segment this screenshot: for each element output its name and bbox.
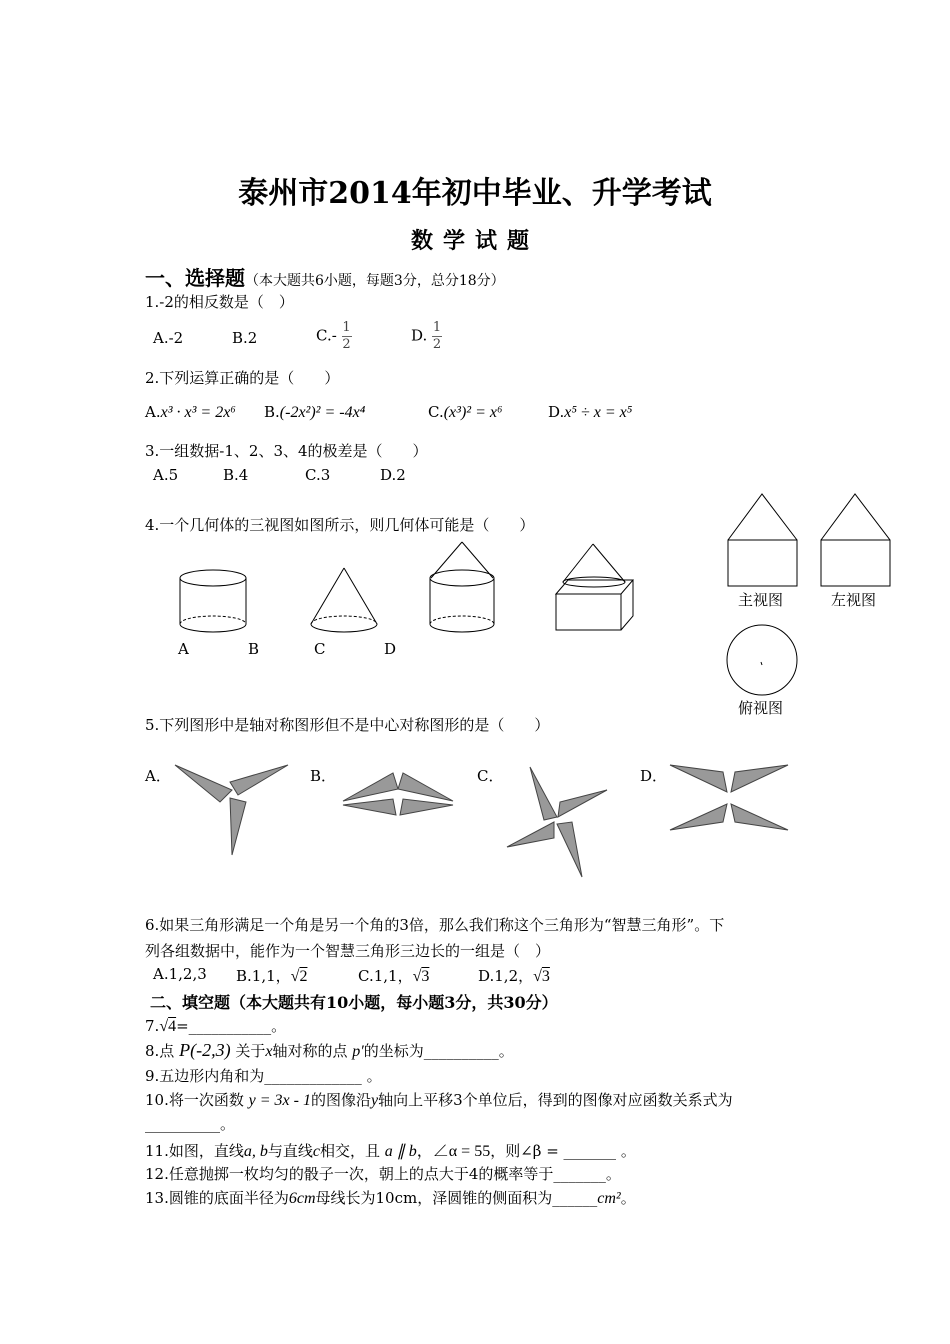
radicand: 4 xyxy=(168,1018,177,1035)
q13-suffix: 母线长为10cm，泽圆锥的侧面积为______ xyxy=(315,1189,598,1207)
q3-option-b: B.4 xyxy=(223,466,249,484)
question-3-stem: 3.一组数据-1、2、3、4的极差是（ ） xyxy=(145,442,428,460)
q1-option-c-fraction xyxy=(342,320,352,353)
q6-option-d xyxy=(478,965,550,986)
question-10 xyxy=(145,1089,733,1110)
page-subtitle: 数学试题 xyxy=(410,228,539,254)
shape-b-four-blades xyxy=(338,765,458,827)
q5-option-a: A． xyxy=(145,767,171,785)
front-view-figure xyxy=(725,492,805,588)
q2-option-a xyxy=(145,403,236,422)
fraction-denominator: 2 xyxy=(432,337,442,352)
q11-parallel: a ∥ b xyxy=(384,1143,417,1160)
q4-option-d: D xyxy=(384,640,397,658)
q8-axis-var: x xyxy=(265,1043,273,1060)
q2-option-a-expr: x³ · x³ = 2x⁶ xyxy=(160,404,236,421)
q1-option-b: B.2 xyxy=(232,329,258,347)
q1-option-c-label: C.- xyxy=(316,326,337,345)
q13-radius: 6cm xyxy=(288,1190,316,1207)
q6-option-b-radical: √2 xyxy=(290,968,308,985)
question-5-stem: 5.下列图形中是轴对称图形但不是中心对称图形的是（ ） xyxy=(145,716,550,734)
q11-suffix: ，则∠β = _______ 。 xyxy=(490,1142,636,1160)
q6-option-b-label: B.1,1， xyxy=(236,967,291,985)
q7-prefix: 7. xyxy=(145,1017,160,1035)
q2-option-c-expr: (x³)² = x⁶ xyxy=(443,404,503,421)
question-12: 12.任意抛掷一枚均匀的骰子一次，朝上的点大于4的概率等于_______。 xyxy=(145,1165,621,1183)
radicand: 2 xyxy=(299,968,308,985)
q1-option-a: A.-2 xyxy=(153,329,184,347)
q4-option-a: A xyxy=(178,640,189,658)
section-choice xyxy=(145,262,505,291)
question-7 xyxy=(145,1015,286,1036)
q3-option-c: C.3 xyxy=(305,466,331,484)
q2-option-c xyxy=(428,403,503,422)
cube-cone-figure xyxy=(553,542,637,634)
shape-d-bowtie xyxy=(665,760,793,836)
q11-lines-ab: a, b xyxy=(243,1143,268,1160)
q2-option-b-expr: (-2x²)² = -4x⁴ xyxy=(279,404,366,421)
q7-radical: √4 xyxy=(159,1018,177,1035)
question-6-stem-line2: 列各组数据中，能作为一个智慧三角形三边长的一组是（ ） xyxy=(145,942,551,960)
q2-option-a-label: A. xyxy=(145,403,161,421)
q2-option-b xyxy=(264,403,365,422)
front-view-label: 主视图 xyxy=(738,591,784,609)
side-view-figure xyxy=(818,492,898,588)
q11-angle-alpha: ，∠α = 55 xyxy=(416,1143,491,1160)
fraction-denominator: 2 xyxy=(342,337,351,352)
q10-var: y xyxy=(370,1092,379,1109)
question-4-stem: 4.一个几何体的三视图如图所示，则几何体可能是（ ） xyxy=(145,516,535,534)
question-6-stem-line1: 6.如果三角形满足一个角是另一个角的3倍，那么我们称这个三角形为“智慧三角形”。下 xyxy=(145,916,725,934)
question-8 xyxy=(145,1040,514,1061)
q8-mid2: 轴对称的点 xyxy=(272,1042,348,1060)
q5-option-d: D． xyxy=(640,767,668,785)
shape-a-three-blades xyxy=(170,760,290,860)
q10-expr: y = 3x - 1 xyxy=(248,1092,311,1109)
q4-option-c: C xyxy=(314,640,326,658)
q6-option-c-label: C.1,1， xyxy=(358,967,413,985)
q13-unit: cm² xyxy=(597,1190,621,1207)
question-13 xyxy=(145,1187,636,1208)
question-10-line2: __________。 xyxy=(145,1115,236,1133)
q5-option-c: C． xyxy=(477,767,504,785)
fraction-numerator: 1 xyxy=(342,320,351,335)
radicand: 3 xyxy=(541,968,550,985)
q8-point: P(-2,3) xyxy=(179,1040,231,1060)
q10-mid: 的图像沿 xyxy=(310,1091,371,1109)
page-title: 泰州市2014年初中毕业、升学考试 xyxy=(238,176,712,211)
side-view-label: 左视图 xyxy=(831,591,877,609)
q6-option-d-radical: √3 xyxy=(533,968,550,985)
q2-option-d xyxy=(548,403,632,422)
q6-option-a: A.1,2,3 xyxy=(153,965,207,983)
q8-mid1: 关于 xyxy=(235,1042,266,1060)
shape-c-pinwheel xyxy=(502,762,612,882)
q3-option-a: A.5 xyxy=(153,466,179,484)
q2-option-c-label: C. xyxy=(428,403,444,421)
q8-prefix: 8.点 xyxy=(145,1042,175,1060)
question-11 xyxy=(145,1138,636,1161)
q10-prefix: 10.将一次函数 xyxy=(145,1091,244,1109)
q4-option-b: B xyxy=(248,640,260,658)
section-fill-heading: 二、填空题（本大题共有10小题，每小题3分，共30分） xyxy=(150,993,558,1012)
q2-option-d-expr: x⁵ ÷ x = x⁵ xyxy=(564,404,633,421)
cylinder-cone-figure xyxy=(426,540,498,640)
cylinder-figure xyxy=(178,568,250,636)
q1-option-d xyxy=(411,320,442,353)
q6-option-c xyxy=(358,965,429,986)
q8-suffix: 的坐标为__________。 xyxy=(363,1042,514,1060)
q11-mid2: 相交，且 xyxy=(319,1142,380,1160)
q1-option-c xyxy=(316,320,352,353)
question-2-stem: 2.下列运算正确的是（ ） xyxy=(145,369,340,387)
q10-suffix: 轴向上平移3个单位后，得到的图像对应函数关系式为 xyxy=(378,1091,733,1109)
section-choice-note: （本大题共6小题，每题3分，总分18分） xyxy=(245,273,505,289)
q11-line-c: c xyxy=(312,1143,320,1160)
radicand: 3 xyxy=(421,968,430,985)
q1-option-d-fraction xyxy=(432,320,442,353)
q13-prefix: 13.圆锥的底面半径为 xyxy=(145,1189,289,1207)
top-view-label: 俯视图 xyxy=(738,699,784,717)
q6-option-c-radical: √3 xyxy=(412,968,430,985)
q7-suffix: =___________。 xyxy=(176,1017,287,1035)
q2-option-d-label: D. xyxy=(548,403,565,421)
section-choice-heading: 一、选择题 xyxy=(145,266,245,290)
question-1-stem: 1.-2的相反数是（ ） xyxy=(145,293,294,311)
q2-option-b-label: B. xyxy=(264,403,280,421)
q11-prefix: 11.如图，直线 xyxy=(145,1142,244,1160)
q6-option-b xyxy=(236,965,307,986)
cone-figure xyxy=(308,566,380,638)
top-view-figure xyxy=(725,625,801,697)
question-9: 9.五边形内角和为_____________ 。 xyxy=(145,1067,382,1085)
q6-option-d-label: D.1,2， xyxy=(478,967,534,985)
q13-end: 。 xyxy=(620,1189,636,1207)
q11-mid1: 与直线 xyxy=(267,1142,313,1160)
q5-option-b: B． xyxy=(310,767,337,785)
q3-option-d: D.2 xyxy=(380,466,406,484)
q8-point-prime: p′ xyxy=(352,1043,364,1060)
fraction-numerator: 1 xyxy=(432,320,442,335)
q1-option-d-label: D. xyxy=(411,326,428,345)
